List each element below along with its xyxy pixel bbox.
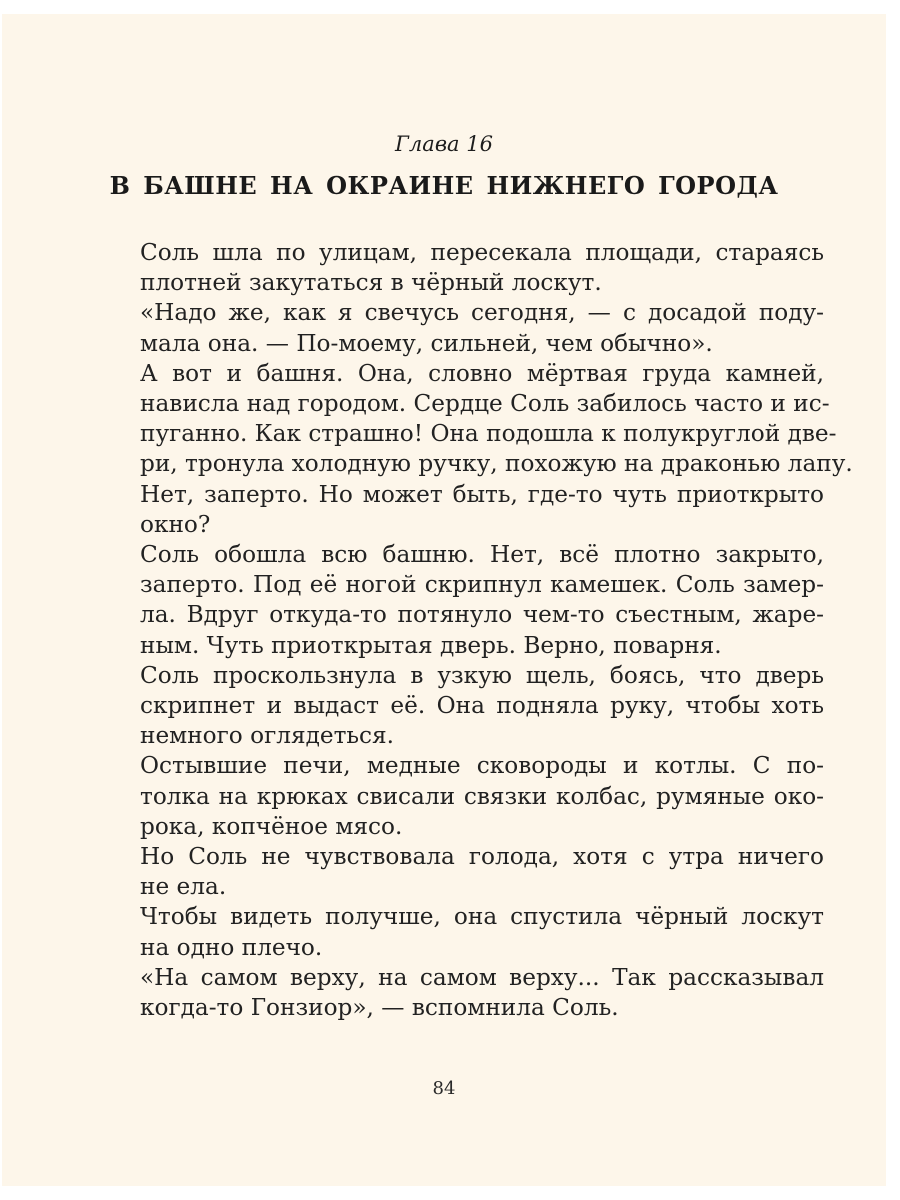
body-text	[108, 238, 853, 1023]
text-line: нависла над городом. Сердце Соль забилось часто и ис-	[140, 390, 830, 418]
chapter-title: В БАШНЕ НА ОКРАИНЕ НИЖНЕГО ГОРОДА	[109, 171, 779, 200]
text-line: Но Соль не чувствовала голода, хотя с утра ничего	[140, 843, 824, 871]
paragraph	[108, 298, 824, 358]
paragraph	[108, 902, 824, 962]
text-line: «Надо же, как я свечусь сегодня, — с досадой поду-	[140, 299, 824, 327]
paragraph	[108, 842, 824, 902]
text-line: не ела.	[140, 873, 227, 901]
text-line: рока, копчёное мясо.	[140, 812, 403, 840]
chapter-label: Глава 16	[395, 132, 493, 156]
text-line: А вот и башня. Она, словно мёртвая груда камней,	[140, 359, 824, 387]
text-line: Чтобы видеть получше, она спустила чёрный лоскут	[140, 903, 824, 931]
text-line: заперто. Под её ногой скрипнул камешек. Соль замер-	[140, 571, 824, 599]
text-line: толка на крюках свисали связки колбас, румяные око-	[140, 782, 824, 810]
paragraph	[108, 963, 824, 1023]
text-line: Остывшие печи, медные сковороды и котлы. С по-	[140, 752, 824, 780]
text-line: Нет, заперто. Но может быть, где-то чуть приоткрыто	[140, 480, 824, 508]
page-number: 84	[432, 1078, 456, 1099]
text-line: Соль проскользнула в узкую щель, боясь, что дверь	[140, 661, 824, 689]
text-line: пуганно. Как страшно! Она подошла к полукруглой две-	[140, 420, 837, 448]
text-line: скрипнет и выдаст её. Она подняла руку, чтобы хоть	[140, 692, 824, 720]
text-line: немного оглядеться.	[140, 722, 395, 750]
book-page	[2, 14, 886, 1186]
text-line: ным. Чуть приоткрытая дверь. Верно, поварня.	[140, 631, 722, 659]
text-line: мала она. — По-моему, сильней, чем обычно».	[140, 329, 713, 357]
text-line: ла. Вдруг откуда-то потянуло чем-то съестным, жаре-	[140, 601, 824, 629]
text-line: Соль обошла всю башню. Нет, всё плотно закрыто,	[140, 541, 824, 569]
text-line: окно?	[140, 510, 211, 538]
text-line: «На самом верху, на самом верху... Так рассказывал	[140, 963, 824, 991]
text-line: на одно плечо.	[140, 933, 323, 961]
paragraph	[108, 751, 824, 842]
paragraph	[108, 359, 853, 540]
paragraph	[108, 661, 824, 752]
paragraph	[108, 238, 824, 298]
text-line: когда-то Гонзиор», — вспомнила Соль.	[140, 994, 619, 1022]
text-line: ри, тронула холодную ручку, похожую на драконью лапу.	[140, 450, 853, 478]
text-line: Соль шла по улицам, пересекала площади, стараясь	[140, 239, 824, 266]
paragraph	[108, 540, 824, 661]
text-line: плотней закутаться в чёрный лоскут.	[140, 269, 602, 297]
